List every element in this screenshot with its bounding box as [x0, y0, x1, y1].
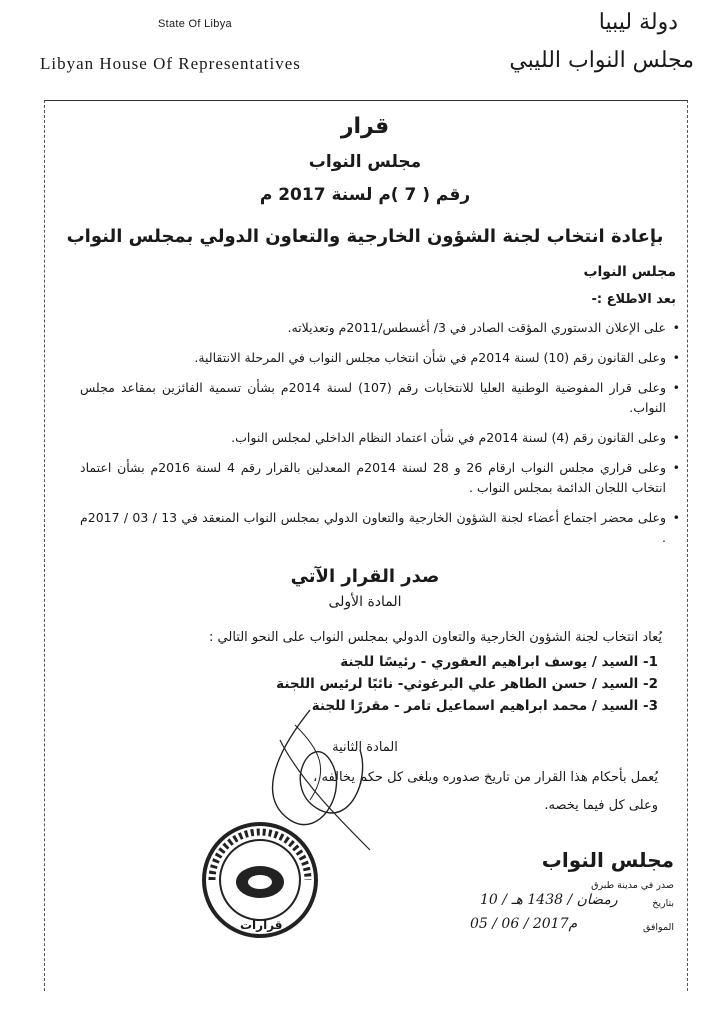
header-house-ar: مجلس النواب الليبي [509, 48, 694, 73]
article-one-intro: يُعاد انتخاب لجنة الشؤون الخارجية والتعاون الدولي بمجلس النواب على النحو التالي : [209, 630, 662, 645]
decision-subject: بإعادة انتخاب لجنة الشؤون الخارجية والتعاون الدولي بمجلس النواب [66, 226, 664, 247]
member-row: 1- السيد / يوسف ابراهيم العقوري - رئيسًا للجنة [340, 654, 658, 670]
stamp-label: قرارات [240, 918, 283, 932]
header-state-ar: دولة ليبيا [598, 10, 678, 35]
preamble-item: • وعلى قراري مجلس النواب ارقام 26 و 28 لسنة 2014م المعدلين بالقرار رقم 4 لسنة 2016م بشأن اعتماد انتخاب اللجان الدائمة بمجلس النواب . [80, 458, 680, 498]
preamble-item: • وعلى القانون رقم (4) لسنة 2014م في شأن اعتماد النظام الداخلي لمجلس النواب. [80, 428, 680, 448]
gregorian-date: 05 / 06 / 2017م [470, 916, 578, 932]
after-review: بعد الاطلاع :- [591, 292, 676, 307]
preamble-item: • وعلى قرار المفوضية الوطنية العليا للانتخابات رقم (107) لسنة 2014م بشأن تسمية الفائزين بمقاعد مجلس النواب. [80, 378, 680, 418]
header-house-en: Libyan House Of Representatives [40, 54, 301, 73]
article-one-title: المادة الأولى [328, 594, 402, 610]
header-state-en: State Of Libya [158, 18, 232, 30]
member-row: 3- السيد / محمد ابراهيم اسماعيل تامر - مقررًا للجنة [311, 698, 658, 714]
preamble-item: • وعلى القانون رقم (10) لسنة 2014م في شأن انتخاب مجلس النواب في المرحلة الانتقالية. [80, 348, 680, 368]
decision-number: رقم ( 7 )م لسنة 2017 م [259, 185, 471, 205]
preamble-list [80, 318, 680, 558]
issuer: مجلس النواب [583, 264, 676, 280]
preamble-item: • على الإعلان الدستوري المؤقت الصادر في 3/ أغسطس/2011م وتعديلاته. [80, 318, 680, 338]
member-row: 2- السيد / حسن الطاهر علي البرغوثي- نائبًا لرئيس اللجنة [276, 676, 658, 692]
issued-heading: صدر القرار الآتي [290, 566, 440, 587]
enforcement-text-2: وعلى كل فيما يخصه. [544, 798, 658, 813]
hijri-date: 10 / رمضان / 1438 هـ [480, 892, 618, 908]
decision-title: قرار [340, 114, 390, 139]
decision-council: مجلس النواب [308, 152, 422, 172]
hijri-prefix: بتاريخ [652, 898, 674, 909]
preamble-item: • وعلى محضر اجتماع أعضاء لجنة الشؤون الخارجية والتعاون الدولي بمجلس النواب المنعقد في 13 / 03 / 2017م . [80, 508, 680, 548]
gregorian-prefix: الموافق [642, 922, 674, 933]
enforcement-text: يُعمل بأحكام هذا القرار من تاريخ صدوره ويلغى كل حكم يخالفه ، [313, 770, 658, 785]
article-two-title: المادة الثانية [332, 740, 398, 755]
issued-place: صدر في مدينة طبرق [591, 880, 674, 891]
signature-label: مجلس النواب [541, 848, 674, 872]
